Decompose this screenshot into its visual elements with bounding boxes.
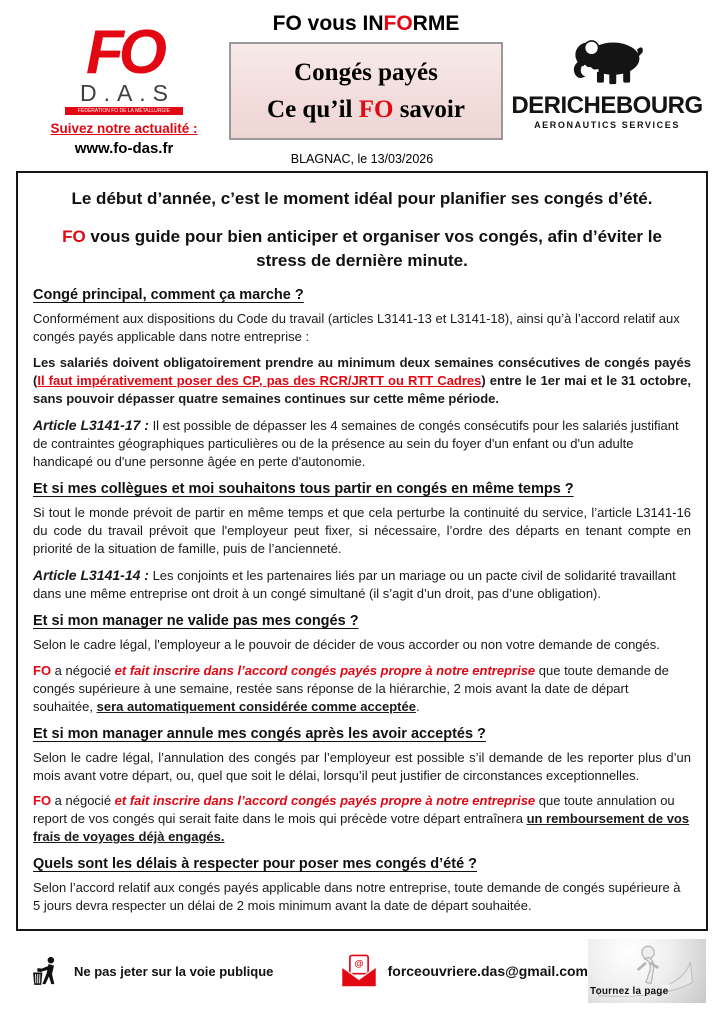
section-conge-principal [33,287,691,471]
email-envelope-icon [340,954,378,988]
body-paragraph: Si tout le monde prévoit de partir en même temps et que cela perturbe la continuité du service, l’article L3141-16 du code du travail prévoit que l'employeur peut fixer, si nécessaire, l’ordre des départs en tenant compte en priorité de la situation de famille, puis de l’ancienneté. [33,504,691,556]
fo-logo-icon: FO [85,18,163,87]
text-segment: Les conjoints et les partenaires liés par un mariage ou un pacte civil de solidarité travaillant dans une même entreprise ont droit à un congé simultané (il s’agit d’un droit, pas d’une obligation). [33,567,676,601]
section-heading: Et si mes collègues et moi souhaitons tous partir en congés en même temps ? [33,480,574,497]
subject-line-1: Congés payés [294,58,438,86]
company-tagline: AERONAUTICS SERVICES [534,120,680,131]
section-delais [33,856,691,915]
text-segment: Il est possible de dépasser les 4 semaines de congés consécutifs pour les salariés justifiant de contraintes géographiques particulières ou de la présence au sein du foyer d'un enfant ou d'un adulte handicapé ou d'une personne âgée en perte d'autonomie. [33,417,679,469]
section-partir-ensemble [33,481,691,603]
mammoth-icon [560,34,654,88]
section-manager-ne-valide-pas [33,613,691,716]
website-link[interactable]: www.fo-das.fr [74,139,174,157]
text-segment: que toute demande de congés supérieure à une semaine, restée sans réponse de la hiérarchie, 2 mois avant la date de départ souhaitée, [33,662,669,714]
article-label: Article L3141-14 : [33,566,149,583]
follow-us-label: Suivez notre actualité : [50,120,198,136]
body-paragraph [33,416,691,471]
text-segment: a négocié [51,793,115,809]
intro-line-2 [41,225,683,274]
section-heading: Congé principal, comment ça marche ? [33,286,304,303]
subject-line-2 [231,91,501,129]
tidyman-trash-icon [30,955,64,987]
at-symbol: @ [354,958,364,969]
dateline: BLAGNAC, le 13/03/2026 [290,152,434,166]
underlined-emphasis: sera automatiquement considérée comme acceptée [96,698,416,714]
email-address-link[interactable]: forceouvriere.das@gmail.com [387,963,588,980]
fo-accent: FO [33,793,52,809]
intro-text: vous guide pour bien anticiper et organiser vos congés, afin d’éviter le stress de dernière minute. [85,226,662,271]
underlined-emphasis: un remboursement de vos frais de voyages déjà engagés. [33,811,690,845]
company-name: DERICHEBOURG [511,92,703,119]
body-paragraph: Selon le cadre légal, l’annulation des congés par l’employeur est possible s’il demande de les reporter plus d’un mois avant votre départ, ou, quel que soit le délai, lorsqu’il peut justifier de circonstances exceptionnelles. [33,749,691,783]
body-paragraph-bold [33,354,691,408]
masthead-text: FO vous IN [272,12,384,35]
text-segment: Les salariés doivent obligatoirement prendre au minimum deux semaines consécutives de congés payés ( [33,354,691,388]
main-content-box [16,171,708,931]
section-heading: Quels sont les délais à respecter pour poser mes congés d’été ? [33,856,478,873]
litter-notice-label: Ne pas jeter sur la voie publique [74,963,274,979]
article-label: Article L3141-17 : [33,416,149,433]
subject-text-end: savoir [393,96,465,123]
text-segment: a négocié [51,662,115,678]
turn-page-label: Tournez la page [590,986,669,998]
body-paragraph [33,566,691,603]
accord-emphasis: et fait inscrire dans l’accord congés payés propre à notre entreprise [114,793,536,809]
body-paragraph [33,792,691,846]
company-logo [502,34,712,130]
fo-accent: FO [33,662,52,678]
header [0,0,724,157]
fo-federation-banner: FÉDÉRATION FO DE LA MÉTALLURGIE [65,107,183,115]
red-emphasis: Il faut impérativement poser des CP, pas des RCR/JRTT ou RTT Cadres [37,372,482,388]
fo-das-label: D.A.S [79,79,176,106]
litter-notice [30,955,340,987]
body-paragraph: Selon le cadre légal, l'employeur a le pouvoir de décider de vous accorder ou non votre demande de congés. [33,636,660,652]
subject-title-box [229,42,503,140]
section-manager-annule [33,726,691,847]
intro-block [33,187,691,274]
masthead-text-end: RME [412,12,460,35]
masthead-title [230,12,502,36]
section-heading: Et si mon manager annule mes congés après les avoir acceptés ? [33,725,486,742]
fo-das-logo [40,18,208,157]
subject-text: Ce qu’il [267,96,359,123]
turn-page-graphic [588,939,706,1003]
text-segment: ) entre le 1er mai et le 31 octobre, sans pouvoir dépasser quatre semaines continues sur cette même période. [33,372,691,406]
body-paragraph: Selon l’accord relatif aux congés payés applicable dans notre entreprise, toute demande de congés supérieure à 5 jours devra respecter un délai de 2 mois minimum avant la date de départ souhaitée. [33,880,681,914]
masthead-accent: FO [383,12,413,35]
subject-accent: FO [358,96,394,123]
fo-accent: FO [62,226,86,246]
intro-line-1: Le début d’année, c’est le moment idéal pour planifier ses congés d’été. [71,189,653,208]
accord-emphasis: et fait inscrire dans l’accord congés payés propre à notre entreprise [114,662,536,678]
body-paragraph: Conformément aux dispositions du Code du travail (articles L3141-13 et L3141-18), ainsi qu’à l’accord relatif aux congés payés applicable dans notre entreprise : [33,310,680,344]
footer [30,939,706,1003]
section-heading: Et si mon manager ne valide pas mes congés ? [33,612,359,629]
text-segment: que toute annulation ou report de vos congés qui serait faite dans le mois qui précède votre départ entraînera [33,793,675,827]
body-paragraph [33,662,691,716]
contact-email [340,954,588,988]
text-segment: . [415,698,420,714]
